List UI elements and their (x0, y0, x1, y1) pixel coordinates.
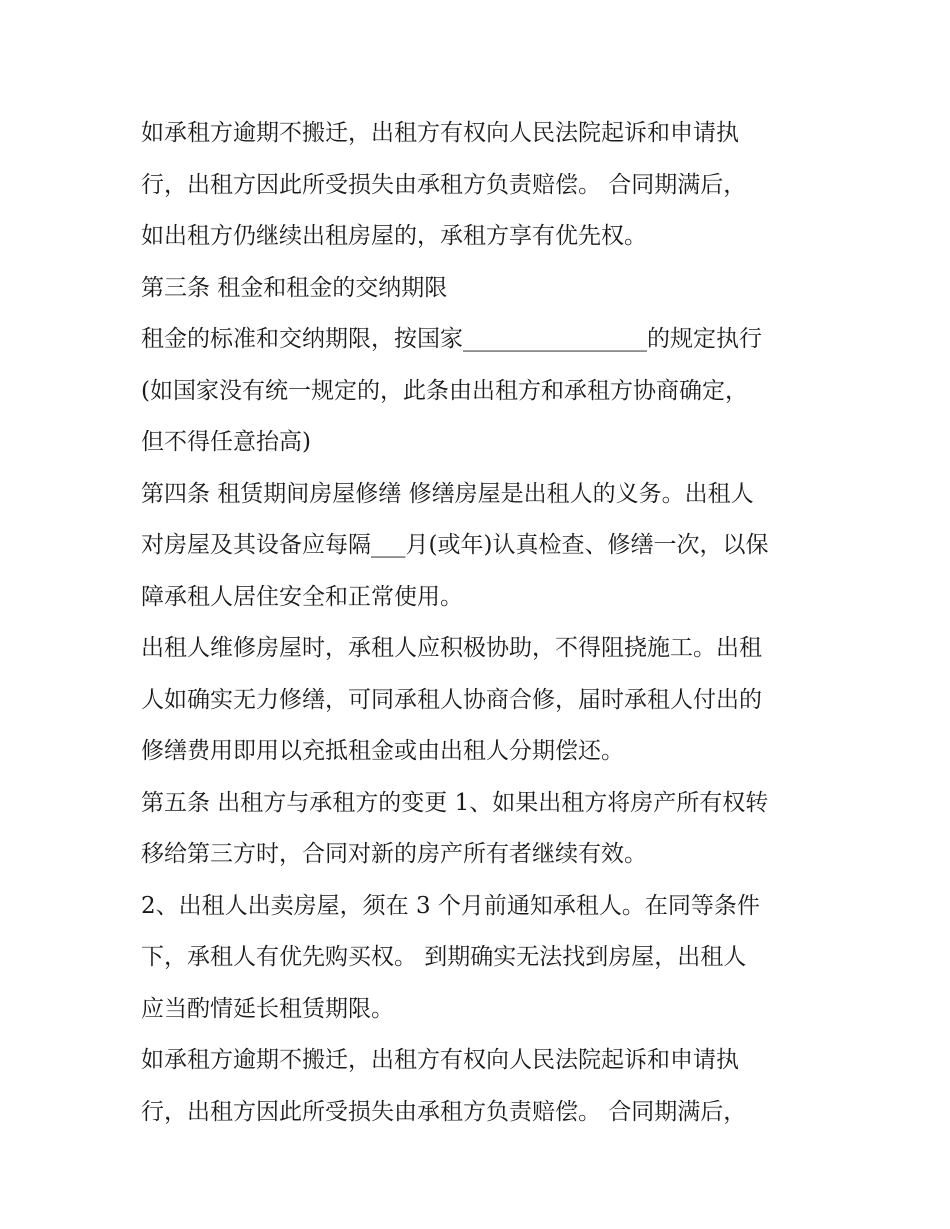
text-line: 行，出租方因此所受损失由承租方负责赔偿。 合同期满后， (141, 171, 747, 198)
text-line: 租金的标准和交纳期限，按国家________________的规定执行 (141, 326, 762, 352)
text-line: 2、出租人出卖房屋，须在 3 个月前通知承租人。在同等条件 (141, 892, 760, 919)
text-line: 移给第三方时，合同对新的房产所有者继续有效。 (141, 841, 647, 867)
text-line: 修缮费用即用以充抵租金或由出租人分期偿还。 (141, 738, 624, 764)
text-line: 障承租人居住安全和正常使用。 (141, 583, 463, 610)
text-line: 如承租方逾期不搬迁，出租方有权向人民法院起诉和申请执 (141, 1047, 739, 1073)
document-body (141, 108, 821, 1138)
text-line: 行，出租方因此所受损失由承租方负责赔偿。 合同期满后， (141, 1098, 747, 1125)
text-line: 下，承租人有优先购买权。 到期确实无法找到房屋，出租人 (141, 944, 747, 970)
text-line: 第四条 租赁期间房屋修缮 修缮房屋是出租人的义务。出租人 (141, 480, 754, 507)
text-line: 应当酌情延长租赁期限。 (141, 995, 394, 1022)
text-line: 如承租方逾期不搬迁，出租方有权向人民法院起诉和申请执 (141, 120, 739, 146)
text-line: 但不得任意抬高) (141, 429, 311, 455)
text-line: 对房屋及其设备应每隔___月(或年)认真检查、修缮一次，以保 (141, 532, 769, 558)
text-line: 人如确实无力修缮，可同承租人协商合修，届时承租人付出的 (141, 686, 762, 713)
text-line: 第五条 出租方与承租方的变更 1、如果出租方将房产所有权转 (141, 789, 769, 816)
text-line: 如出租方仍继续出租房屋的，承租方享有优先权。 (141, 223, 647, 249)
section-heading: 第三条 租金和租金的交纳期限 (141, 274, 448, 301)
text-line: 出租人维修房屋时，承租人应积极协助，不得阻挠施工。出租 (141, 635, 762, 661)
text-line: (如国家没有统一规定的，此条由出租方和承租方协商确定， (141, 377, 748, 404)
